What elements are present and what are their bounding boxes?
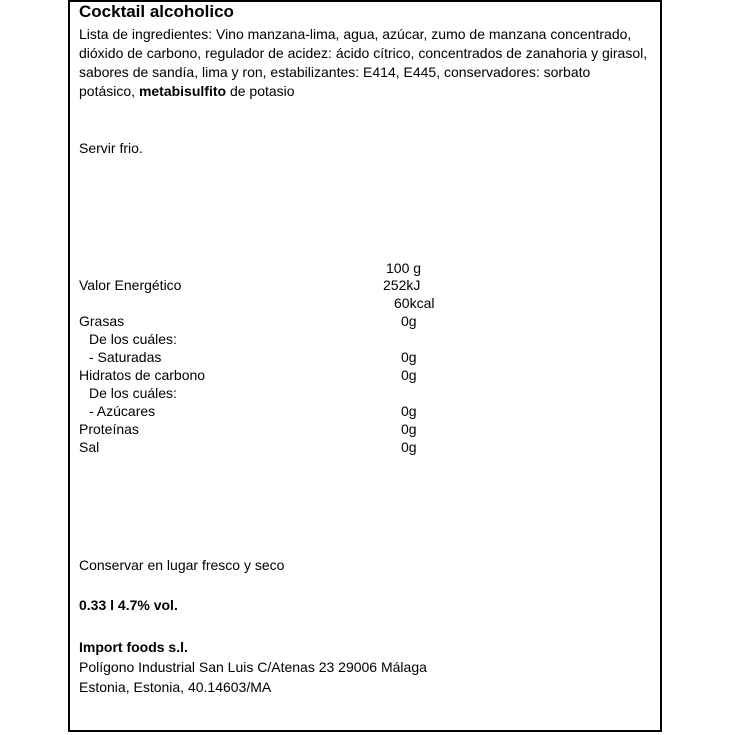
- carbs-value: 0g: [401, 367, 417, 383]
- storage-instruction: Conservar en lugar fresco y seco: [79, 557, 285, 573]
- company-address: Polígono Industrial San Luis C/Atenas 23 29006 Málaga: [79, 659, 427, 675]
- saturated-label: - Saturadas: [89, 349, 162, 365]
- allergen-highlight: metabisulfito: [138, 83, 227, 99]
- sugars-value: 0g: [401, 403, 417, 419]
- serving-instruction: Servir frio.: [79, 140, 143, 156]
- volume-abv: 0.33 l 4.7% vol.: [79, 597, 178, 613]
- protein-value: 0g: [401, 421, 417, 437]
- ingredients-end: de potasio: [226, 83, 295, 99]
- carbs-label: Hidratos de carbono: [79, 367, 206, 383]
- energy-kcal: 60kcal: [394, 295, 435, 311]
- ingredients-text: [79, 25, 649, 101]
- sugars-label: - Azúcares: [89, 403, 156, 419]
- fat-value: 0g: [401, 313, 417, 329]
- nutrition-header: 100 g: [386, 260, 422, 276]
- energy-kj: 252kJ: [383, 277, 421, 293]
- company-name: Import foods s.l.: [79, 639, 188, 655]
- energy-label: Valor Energético: [79, 277, 182, 293]
- ingredients-main: Lista de ingredientes: Vino manzana-lima, agua, azúcar, zumo de manzana concentrado, dióxido de carbono, regulador de acidez: ácido cítrico, concentrados de zanahoria y girasol, sabores de sandía, lima y ron, estabilizantes: E414, E445, conservadores: sorbato potásico,: [79, 26, 648, 99]
- of-which-carbs: De los cuáles:: [89, 385, 177, 401]
- fat-label: Grasas: [79, 313, 125, 329]
- salt-value: 0g: [401, 439, 417, 455]
- of-which-fat: De los cuáles:: [89, 331, 177, 347]
- product-title: Cocktail alcoholico: [79, 2, 234, 21]
- salt-label: Sal: [79, 439, 100, 455]
- saturated-value: 0g: [401, 349, 417, 365]
- company-origin: Estonia, Estonia, 40.14603/MA: [79, 679, 272, 695]
- protein-label: Proteínas: [79, 421, 139, 437]
